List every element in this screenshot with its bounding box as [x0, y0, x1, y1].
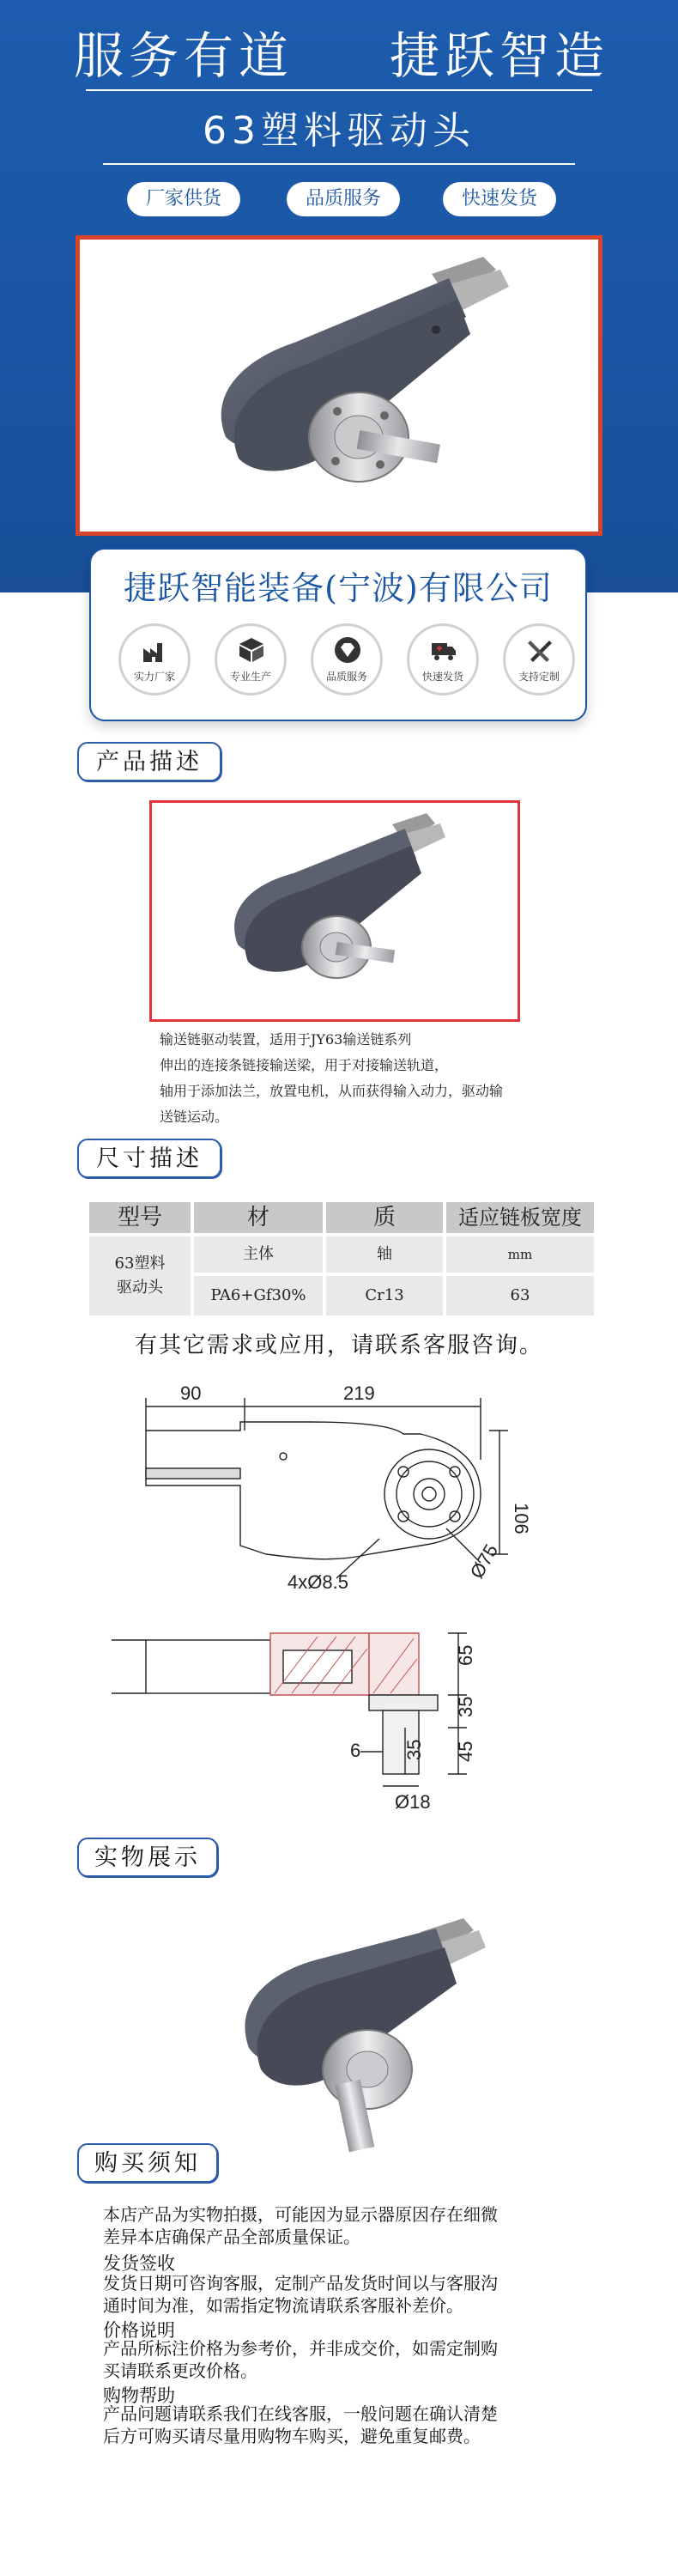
- dim-label-106: 106: [511, 1503, 532, 1534]
- drive-head-illustration: [152, 803, 518, 1019]
- badge-strong-factory: [118, 623, 191, 696]
- truck-icon: [430, 636, 457, 664]
- drive-head-illustration: [80, 240, 598, 532]
- badge-quality-service: [311, 623, 383, 696]
- hero-product-photo: [76, 235, 602, 536]
- purchase-intro-line: 本店产品为实物拍摄，可能因为显示器原因存在细微: [103, 2204, 498, 2225]
- factory-icon: [142, 636, 169, 664]
- hero-slogan-right: 捷跃智造: [390, 27, 610, 85]
- dim-label-shaft-diameter: Ø18: [395, 1791, 431, 1812]
- dim-label-65: 65: [455, 1644, 476, 1666]
- contact-note: 有其它需求或应用，请联系客服咨询。: [134, 1333, 543, 1358]
- table-subheader-unit: mm: [446, 1236, 594, 1273]
- pill-fast-delivery: 快速发货: [443, 182, 556, 216]
- table-cell-model: [89, 1236, 191, 1315]
- description-line: 伸出的连接条链接输送梁，用于对接输送轨道，: [160, 1057, 449, 1073]
- description-line: 输送链驱动装置，适用于JY63输送链系列: [160, 1031, 412, 1048]
- pill-quality-service: 品质服务: [287, 182, 400, 216]
- purchase-section-title-shipping: 发货签收: [103, 2253, 175, 2274]
- model-line: 驱动头: [117, 1279, 163, 1297]
- table-subheader-body: 主体: [194, 1236, 323, 1273]
- hero-divider-top: [86, 89, 592, 91]
- section-heading-description: 产品描述: [77, 742, 221, 781]
- dim-label-bolt-holes: 4xØ8.5: [288, 1571, 348, 1593]
- purchase-section-title-price: 价格说明: [103, 2320, 175, 2341]
- badge-label: 实力厂家: [133, 671, 175, 683]
- table-value-chain-width: 63: [446, 1276, 594, 1315]
- purchase-shipping-line: 通时间为准，如需指定物流请联系客服补差价。: [103, 2295, 463, 2316]
- table-subheader-shaft: 轴: [326, 1236, 443, 1273]
- company-name: 捷跃智能装备(宁波)有限公司: [124, 569, 553, 607]
- table-header-model: 型号: [89, 1202, 191, 1233]
- description-line: 轴用于添加法兰，放置电机，从而获得输入动力，驱动输: [160, 1083, 504, 1099]
- table-header-material-right: 质: [326, 1202, 443, 1233]
- showcase-product-photo: [206, 1898, 532, 2155]
- badge-fast-delivery: [407, 623, 479, 696]
- hero-divider-bottom: [103, 163, 575, 165]
- description-line: 送链运动。: [160, 1109, 229, 1125]
- boxes-icon: [238, 636, 265, 664]
- table-header-chain-width: 适应链板宽度: [446, 1202, 594, 1233]
- badge-label: 专业生产: [229, 671, 271, 683]
- badge-label: 支持定制: [518, 671, 560, 683]
- dim-label-flange-diameter: Ø75: [465, 1540, 503, 1583]
- model-line: 63塑料: [114, 1255, 166, 1273]
- section-heading-spec: 尺寸描述: [77, 1139, 221, 1178]
- dim-label-35-lower: 35: [403, 1739, 425, 1760]
- tools-icon: [526, 636, 554, 664]
- pill-factory-supply: 厂家供货: [127, 182, 240, 216]
- product-title: 63塑料驱动头: [203, 109, 475, 153]
- company-card: [89, 548, 587, 721]
- technical-drawing: [112, 1382, 558, 1812]
- purchase-intro-line: 差异本店确保产品全部质量保证。: [103, 2227, 360, 2247]
- badge-customization: [503, 623, 575, 696]
- purchase-price-line: 产品所标注价格为参考价，并非成交价，如需定制购: [103, 2338, 498, 2359]
- hero-banner: [0, 0, 678, 592]
- badge-professional-production: [215, 623, 287, 696]
- dim-label-90: 90: [180, 1382, 202, 1404]
- section-heading-showcase: 实物展示: [77, 1838, 218, 1877]
- diamond-icon: [334, 636, 361, 664]
- dim-label-45: 45: [455, 1741, 476, 1762]
- purchase-shipping-line: 发货日期可咨询客服，定制产品发货时间以与客服沟: [103, 2273, 498, 2293]
- table-value-shaft-material: Cr13: [326, 1276, 443, 1315]
- purchase-help-line: 后方可购买请尽量用购物车购买，避免重复邮费。: [103, 2426, 481, 2446]
- description-photo: [149, 800, 520, 1022]
- purchase-section-title-help: 购物帮助: [103, 2385, 175, 2406]
- hero-slogan-left: 服务有道: [74, 27, 294, 85]
- purchase-price-line: 买请联系更改价格。: [103, 2360, 257, 2381]
- purchase-help-line: 产品问题请联系我们在线客服，一般问题在确认清楚: [103, 2403, 498, 2424]
- dim-label-35-upper: 35: [455, 1696, 476, 1717]
- section-heading-purchase: 购买须知: [77, 2143, 218, 2183]
- table-header-material-left: 材: [194, 1202, 323, 1233]
- badge-label: 快速发货: [421, 671, 463, 683]
- badge-label: 品质服务: [325, 671, 367, 683]
- dim-label-6: 6: [350, 1740, 361, 1761]
- table-value-body-material: PA6+Gf30%: [194, 1276, 323, 1315]
- dim-label-219: 219: [343, 1382, 375, 1404]
